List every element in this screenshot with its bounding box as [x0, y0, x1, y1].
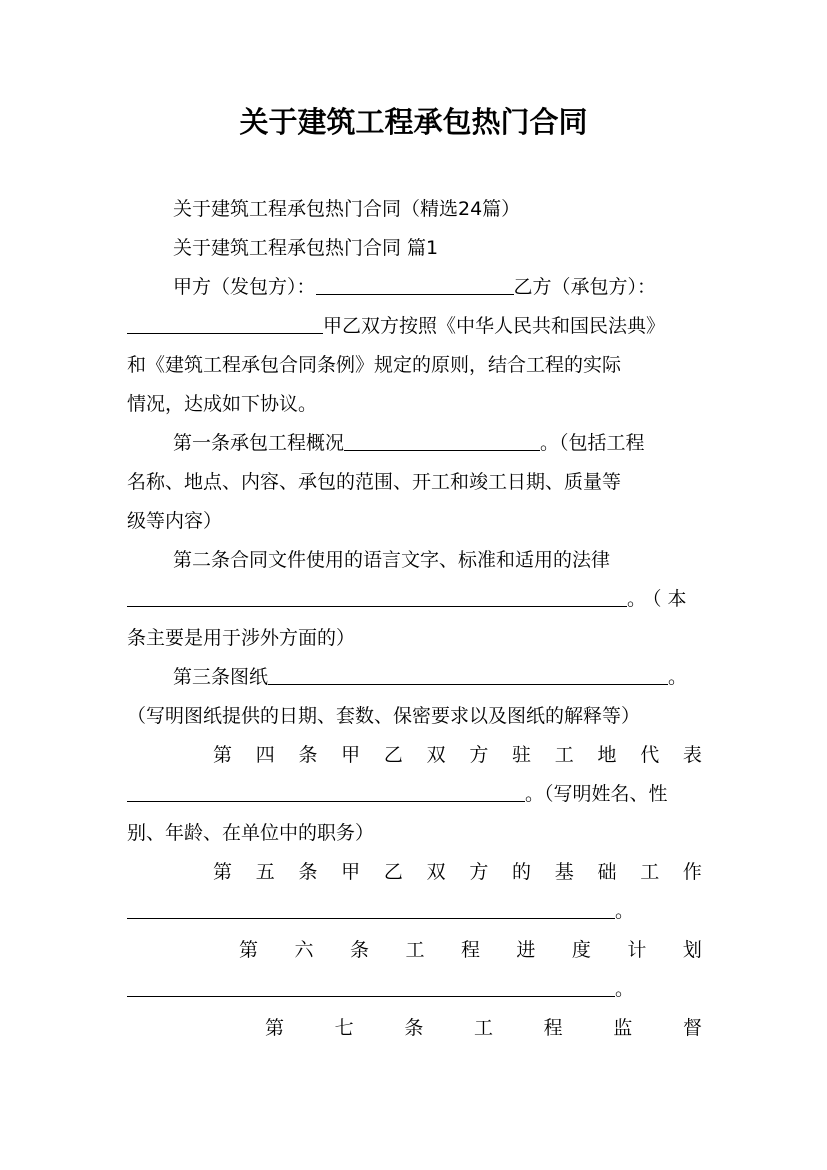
line-text: 。	[668, 666, 688, 688]
line-text: 甲乙双方按照《中华人民共和国民法典》	[323, 315, 666, 337]
line-char: 四	[255, 744, 275, 766]
subtitle-line: 关于建筑工程承包热门合同（精选24篇）	[173, 198, 521, 220]
paragraph-line	[127, 892, 702, 931]
line-text: 。	[615, 978, 635, 1000]
paragraph-line: 和《建筑工程承包合同条例》规定的原则，结合工程的实际	[127, 354, 622, 376]
line-char: 地	[597, 744, 617, 766]
line-char: 工	[640, 861, 660, 883]
paragraph-line	[127, 580, 702, 619]
article-5-blank	[127, 917, 615, 919]
line-char: 度	[571, 939, 591, 961]
line-char: 工	[405, 939, 425, 961]
line-char: 第	[265, 1017, 285, 1039]
line-char: 表	[682, 744, 702, 766]
line-char: 的	[512, 861, 532, 883]
line-char: 第	[213, 861, 233, 883]
line-char: 监	[613, 1017, 633, 1039]
line-char: 条	[298, 744, 318, 766]
party-b-label: 乙方（承包方）：	[513, 276, 657, 298]
article-4-line	[127, 736, 702, 775]
paragraph-line: 名称、地点、内容、承包的范围、开工和竣工日期、质量等	[127, 471, 622, 493]
article-1-line	[127, 424, 702, 463]
section-heading: 关于建筑工程承包热门合同 篇1	[173, 237, 439, 259]
line-char: 计	[627, 939, 647, 961]
article-3-blank	[268, 683, 668, 685]
party-line	[127, 268, 702, 307]
line-text: 。（包括工程	[540, 432, 645, 454]
line-char: 七	[334, 1017, 354, 1039]
line-char: 工	[554, 744, 574, 766]
paragraph-line	[127, 970, 702, 1009]
line-char: 程	[543, 1017, 563, 1039]
article-2-blank	[127, 605, 627, 607]
article-7-line	[127, 1009, 702, 1048]
paragraph-line: 条主要是用于涉外方面的）	[127, 627, 356, 649]
party-a-blank	[316, 293, 514, 295]
line-char: 条	[349, 939, 369, 961]
article-4-blank	[127, 800, 525, 802]
paragraph-line: 别、年龄、在单位中的职务）	[127, 822, 375, 844]
article-3-line	[127, 658, 702, 697]
document-body	[127, 190, 702, 1048]
line-char: 第	[239, 939, 259, 961]
line-char: 甲	[341, 861, 361, 883]
line-char: 乙	[383, 744, 403, 766]
line-char: 础	[597, 861, 617, 883]
paragraph-line	[127, 307, 702, 346]
party-a-label: 甲方（发包方）：	[173, 276, 316, 298]
line-char: 条	[298, 861, 318, 883]
line-char: 方	[469, 744, 489, 766]
paragraph-line: （写明图纸提供的日期、套数、保密要求以及图纸的解释等）	[127, 705, 641, 727]
line-text: 第一条承包工程概况	[173, 432, 345, 454]
party-b-blank	[127, 332, 323, 334]
line-char: 第	[213, 744, 233, 766]
line-char: 方	[469, 861, 489, 883]
line-char: 双	[426, 744, 446, 766]
article-2-line: 第二条合同文件使用的语言文字、标准和适用的法律	[173, 549, 611, 571]
line-char: 条	[404, 1017, 424, 1039]
line-text: 。（本	[627, 588, 693, 610]
line-char: 代	[640, 744, 660, 766]
paragraph-line: 级等内容）	[127, 510, 223, 532]
line-char: 工	[473, 1017, 493, 1039]
article-5-line	[127, 853, 702, 892]
line-char: 划	[682, 939, 702, 961]
line-text: 。（写明姓名、性	[525, 783, 668, 805]
article-6-blank	[127, 995, 615, 997]
document-title: 关于建筑工程承包热门合同	[239, 105, 588, 139]
line-char: 甲	[341, 744, 361, 766]
line-char: 作	[682, 861, 702, 883]
line-char: 五	[255, 861, 275, 883]
line-char: 双	[426, 861, 446, 883]
line-char: 乙	[383, 861, 403, 883]
line-char: 程	[460, 939, 480, 961]
line-text: 第三条图纸	[173, 666, 269, 688]
paragraph-line: 情况，达成如下协议。	[127, 393, 318, 415]
paragraph-line	[127, 775, 702, 814]
line-char: 驻	[512, 744, 532, 766]
article-6-line	[127, 931, 702, 970]
line-char: 进	[516, 939, 536, 961]
article-1-blank	[344, 449, 540, 451]
line-char: 督	[682, 1017, 702, 1039]
line-char: 基	[554, 861, 574, 883]
line-char: 六	[294, 939, 314, 961]
line-text: 。	[615, 900, 635, 922]
